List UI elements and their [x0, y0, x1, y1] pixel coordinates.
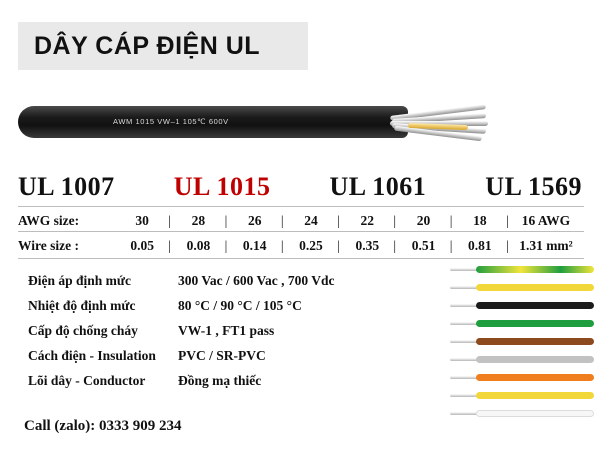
feature-label-flame-rating: Cấp độ chống cháy [28, 322, 138, 338]
divider-top [18, 206, 584, 207]
wire-sample-black [476, 302, 594, 309]
list-item-voltage [28, 268, 448, 293]
cable-print-label: AWM 1015 VW–1 105℃ 600V [113, 117, 229, 126]
feature-value-conductor: Đồng mạ thiếc [178, 372, 262, 388]
ul-model-1061: UL 1061 [329, 172, 427, 201]
wire-sample-grey [476, 356, 594, 363]
cell-awg-2: | 26 [227, 213, 283, 229]
cell-wire-4: | 0.35 [339, 238, 395, 254]
cell-wire-1: | 0.08 [170, 238, 226, 254]
feature-value-voltage: 300 Vac / 600 Vac , 700 Vdc [178, 272, 335, 288]
feature-value-insulation: PVC / SR-PVC [178, 347, 266, 363]
page-title-box [18, 22, 308, 70]
ul-model-1569: UL 1569 [485, 172, 582, 201]
cell-awg-6: | 18 [452, 213, 508, 229]
ul-model-1015: UL 1015 [173, 172, 271, 201]
cell-awg-4: | 22 [339, 213, 395, 229]
wire-sample-white [476, 410, 594, 417]
wire-sample-green [476, 320, 594, 327]
wire-sample-yellow-2 [476, 392, 594, 399]
wire-sample-yellow [476, 284, 594, 291]
cell-wire-5: | 0.51 [395, 238, 451, 254]
table-row-wire-size [18, 233, 584, 258]
cell-awg-1: | 28 [170, 213, 226, 229]
wire-color-bundle [446, 262, 598, 420]
spec-table [18, 208, 584, 258]
feature-value-temperature: 80 °C / 90 °C / 105 °C [178, 297, 302, 313]
feature-label-voltage: Điện áp định mức [28, 272, 131, 288]
cell-awg-5: | 20 [395, 213, 451, 229]
list-item-conductor [28, 368, 448, 393]
feature-label-temperature: Nhiệt độ định mức [28, 297, 136, 313]
cell-wire-6: | 0.81 [452, 238, 508, 254]
cell-wire-2: | 0.14 [227, 238, 283, 254]
cell-awg-7: | 16 AWG [508, 213, 584, 229]
cell-wire-0: 0.05 [130, 237, 154, 253]
row-label-wire: Wire size : [18, 237, 79, 253]
cell-wire-7: | 1.31 mm² [508, 238, 584, 254]
table-row-awg-size [18, 208, 584, 233]
wire-sample-green-yellow [476, 266, 594, 273]
row-label-awg: AWG size: [18, 212, 80, 228]
list-item-temperature [28, 293, 448, 318]
feature-list [28, 268, 448, 393]
cell-awg-0: 30 [135, 212, 149, 228]
cable-strands [390, 100, 490, 144]
feature-value-flame-rating: VW-1 , FT1 pass [178, 322, 275, 338]
ul-model-row [18, 172, 582, 202]
feature-label-conductor: Lõi dây - Conductor [28, 372, 146, 388]
divider-bottom [18, 258, 584, 259]
wire-sample-brown [476, 338, 594, 345]
ul-model-1007: UL 1007 [18, 172, 115, 201]
cable-illustration [18, 98, 488, 146]
cell-awg-3: | 24 [283, 213, 339, 229]
list-item-insulation [28, 343, 448, 368]
contact-phone: Call (zalo): 0333 909 234 [24, 418, 182, 434]
list-item-flame-rating [28, 318, 448, 343]
cell-wire-3: | 0.25 [283, 238, 339, 254]
wire-sample-orange [476, 374, 594, 381]
page-title: DÂY CÁP ĐIỆN UL [34, 31, 261, 60]
feature-label-insulation: Cách điện - Insulation [28, 347, 156, 363]
